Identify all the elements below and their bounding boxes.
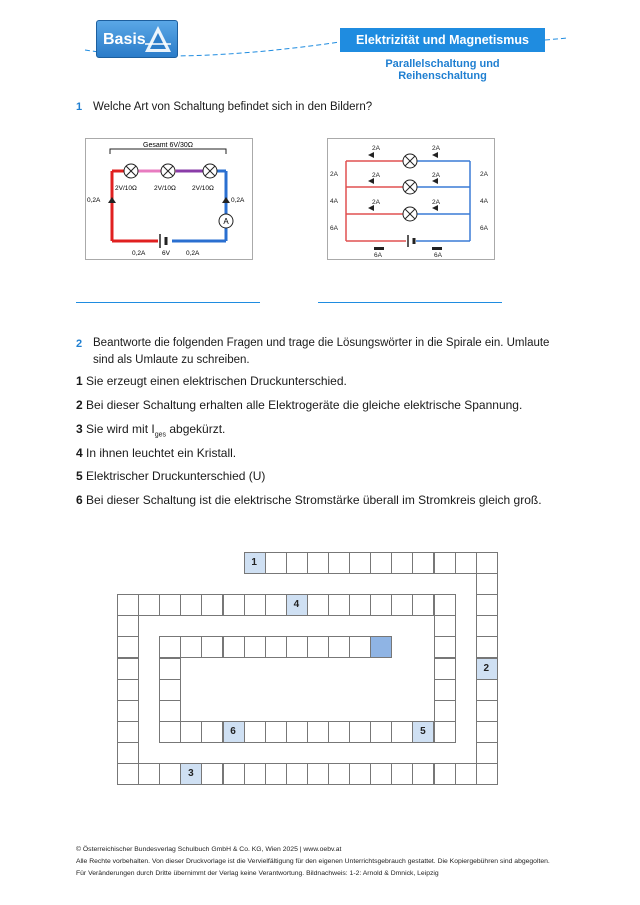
- puzzle-cell[interactable]: [476, 636, 498, 658]
- puzzle-cell[interactable]: [159, 700, 181, 722]
- svg-text:6V: 6V: [162, 250, 170, 257]
- puzzle-cell[interactable]: [349, 763, 371, 785]
- svg-text:6A: 6A: [374, 252, 382, 259]
- footer-rights: Alle Rechte vorbehalten. Von dieser Druckvorlage ist die Vervielfältigung für den eigenen Unterrichtsgebrauch gestattet. Die Kopiergebühren sind abgegolten.: [76, 858, 550, 865]
- puzzle-cell[interactable]: [286, 721, 308, 743]
- triangle-logo-icon: [143, 24, 173, 54]
- lamp-icon: [124, 164, 217, 178]
- svg-text:4A: 4A: [480, 198, 488, 205]
- puzzle-cell[interactable]: [349, 552, 371, 574]
- svg-text:2A: 2A: [330, 171, 338, 178]
- svg-text:2A: 2A: [432, 145, 440, 152]
- page-subtitle: Parallelschaltung und Reihenschaltung: [385, 58, 500, 82]
- puzzle-cell[interactable]: [117, 721, 139, 743]
- puzzle-cell[interactable]: [434, 594, 456, 616]
- puzzle-cell[interactable]: [223, 636, 245, 658]
- puzzle-cell[interactable]: [476, 763, 498, 785]
- svg-text:0,2A: 0,2A: [186, 250, 200, 257]
- puzzle-cell[interactable]: [117, 700, 139, 722]
- svg-text:0,2A: 0,2A: [87, 197, 101, 204]
- puzzle-cell[interactable]: [328, 552, 350, 574]
- puzzle-cell[interactable]: [201, 594, 223, 616]
- clue-1: 1 Sie erzeugt einen elektrischen Druckunterschied.: [76, 374, 347, 388]
- svg-text:6A: 6A: [480, 225, 488, 232]
- puzzle-cell[interactable]: [370, 552, 392, 574]
- puzzle-cell[interactable]: [117, 742, 139, 764]
- puzzle-cell[interactable]: [117, 615, 139, 637]
- puzzle-cell[interactable]: [286, 763, 308, 785]
- puzzle-cell[interactable]: [265, 636, 287, 658]
- footer-disclaimer: Für Veränderungen durch Dritte übernimmt der Verlag keine Verantwortung. Bildnachweis: 1-2: Arnold & Dmnick, Leipzig: [76, 870, 439, 877]
- puzzle-cell[interactable]: [138, 763, 160, 785]
- puzzle-cell[interactable]: [201, 721, 223, 743]
- puzzle-cell[interactable]: [328, 721, 350, 743]
- puzzle-cell[interactable]: [412, 763, 434, 785]
- svg-text:2V/10Ω: 2V/10Ω: [115, 185, 137, 192]
- puzzle-cell[interactable]: [159, 763, 181, 785]
- puzzle-cell[interactable]: [434, 700, 456, 722]
- svg-text:2A: 2A: [372, 199, 380, 206]
- puzzle-cell[interactable]: [434, 763, 456, 785]
- puzzle-cell[interactable]: [349, 721, 371, 743]
- puzzle-cell[interactable]: [307, 636, 329, 658]
- spiral-start-number: 6: [230, 725, 236, 737]
- puzzle-cell[interactable]: [117, 679, 139, 701]
- puzzle-cell[interactable]: [201, 636, 223, 658]
- spiral-start-number: 3: [188, 768, 194, 779]
- puzzle-cell[interactable]: [265, 721, 287, 743]
- puzzle-cell[interactable]: [412, 594, 434, 616]
- page-title: Elektrizität und Magnetismus: [340, 28, 545, 52]
- puzzle-cell[interactable]: [476, 679, 498, 701]
- puzzle-cell[interactable]: [434, 721, 456, 743]
- puzzle-cell[interactable]: [159, 594, 181, 616]
- puzzle-cell[interactable]: [328, 763, 350, 785]
- puzzle-cell[interactable]: [328, 636, 350, 658]
- svg-text:0,2A: 0,2A: [132, 250, 146, 257]
- puzzle-cell[interactable]: [307, 552, 329, 574]
- puzzle-cell[interactable]: [138, 594, 160, 616]
- puzzle-cell[interactable]: [117, 763, 139, 785]
- puzzle-cell[interactable]: [434, 636, 456, 658]
- puzzle-cell[interactable]: [434, 552, 456, 574]
- puzzle-cell[interactable]: [265, 552, 287, 574]
- series-circuit-diagram: [85, 138, 253, 260]
- puzzle-cell[interactable]: [244, 636, 266, 658]
- puzzle-cell[interactable]: [349, 594, 371, 616]
- puzzle-cell[interactable]: [476, 615, 498, 637]
- puzzle-cell[interactable]: [349, 636, 371, 658]
- puzzle-cell[interactable]: [265, 594, 287, 616]
- puzzle-cell[interactable]: [180, 594, 202, 616]
- puzzle-cell[interactable]: [307, 763, 329, 785]
- lamp-icon: [403, 154, 417, 221]
- svg-text:2V/10Ω: 2V/10Ω: [154, 185, 176, 192]
- puzzle-cell[interactable]: [476, 594, 498, 616]
- puzzle-cell[interactable]: [455, 552, 477, 574]
- puzzle-cell[interactable]: [286, 552, 308, 574]
- puzzle-cell[interactable]: [476, 721, 498, 743]
- puzzle-cell[interactable]: [180, 721, 202, 743]
- puzzle-cell[interactable]: [370, 636, 392, 658]
- svg-text:0,2A: 0,2A: [231, 197, 245, 204]
- puzzle-cell[interactable]: [159, 636, 181, 658]
- puzzle-cell[interactable]: [412, 552, 434, 574]
- task2-instruction: Beantworte die folgenden Fragen und trage die Lösungswörter in die Spirale ein. Umlaute sind als Umlaute zu schreiben.: [93, 337, 550, 366]
- puzzle-cell[interactable]: [223, 594, 245, 616]
- footer-copyright: © Österreichischer Bundesverlag Schulbuch GmbH & Co. KG, Wien 2025 | www.oebv.at: [76, 846, 342, 853]
- puzzle-cell[interactable]: [244, 763, 266, 785]
- puzzle-cell[interactable]: [159, 679, 181, 701]
- puzzle-cell[interactable]: [434, 679, 456, 701]
- puzzle-cell[interactable]: [391, 594, 413, 616]
- spiral-start-number: 4: [293, 599, 300, 611]
- spiral-start-number: 5: [420, 725, 426, 737]
- puzzle-cell[interactable]: [180, 636, 202, 658]
- puzzle-cell[interactable]: [159, 721, 181, 743]
- puzzle-cell[interactable]: [370, 763, 392, 785]
- puzzle-cell[interactable]: [159, 658, 181, 680]
- svg-text:6A: 6A: [330, 225, 338, 232]
- puzzle-cell[interactable]: [391, 721, 413, 743]
- spiral-start-number: 1: [251, 557, 257, 568]
- basis-logo: [96, 20, 178, 58]
- logo-text: Basis: [103, 31, 146, 48]
- svg-text:6A: 6A: [434, 252, 442, 259]
- clue-5: 5 Elektrischer Druckunterschied (U): [76, 469, 266, 483]
- puzzle-cell[interactable]: [307, 594, 329, 616]
- puzzle-cell[interactable]: [476, 700, 498, 722]
- puzzle-cell[interactable]: [286, 636, 308, 658]
- clue-4: 4 In ihnen leuchtet ein Kristall.: [76, 446, 237, 460]
- answer-line-1[interactable]: [76, 302, 260, 303]
- puzzle-cell[interactable]: [476, 742, 498, 764]
- puzzle-cell[interactable]: [244, 721, 266, 743]
- svg-text:4A: 4A: [330, 198, 338, 205]
- puzzle-cell[interactable]: [476, 573, 498, 595]
- puzzle-cell[interactable]: [476, 552, 498, 574]
- spiral-start-number: 2: [483, 662, 490, 674]
- puzzle-cell[interactable]: [370, 594, 392, 616]
- puzzle-cell[interactable]: [328, 594, 350, 616]
- answer-line-2[interactable]: [318, 302, 502, 303]
- task1-question: Welche Art von Schaltung befindet sich in den Bildern?: [93, 101, 373, 113]
- puzzle-cell[interactable]: [434, 615, 456, 637]
- task1-number: 1: [76, 101, 83, 113]
- series-total-label: Gesamt 6V/30Ω: [143, 142, 193, 149]
- ammeter-label: A: [223, 217, 229, 226]
- puzzle-cell[interactable]: [117, 658, 139, 680]
- puzzle-cell[interactable]: [391, 552, 413, 574]
- svg-text:2A: 2A: [372, 172, 380, 179]
- puzzle-cell[interactable]: [307, 721, 329, 743]
- puzzle-cell[interactable]: [434, 658, 456, 680]
- puzzle-cell[interactable]: [244, 594, 266, 616]
- svg-text:2V/10Ω: 2V/10Ω: [192, 185, 214, 192]
- clue-3: 3 Sie wird mit $I_{ges}$ abgekürzt.: [76, 422, 226, 439]
- clue-2: 2 Bei dieser Schaltung erhalten alle Elektrogeräte die gleiche elektrische Spannung.: [76, 398, 523, 412]
- svg-text:2A: 2A: [480, 171, 488, 178]
- svg-text:2A: 2A: [432, 172, 440, 179]
- puzzle-cell[interactable]: [201, 763, 223, 785]
- puzzle-cell[interactable]: [370, 721, 392, 743]
- puzzle-cell[interactable]: [117, 594, 139, 616]
- puzzle-cell[interactable]: [265, 763, 287, 785]
- puzzle-cell[interactable]: [223, 763, 245, 785]
- puzzle-cell[interactable]: [117, 636, 139, 658]
- puzzle-cell[interactable]: [455, 763, 477, 785]
- svg-text:2A: 2A: [432, 199, 440, 206]
- task2-number: 2: [76, 338, 83, 350]
- clue-6: 6 Bei dieser Schaltung ist die elektrische Stromstärke überall im Stromkreis gleich groß.: [76, 493, 542, 507]
- parallel-circuit-diagram: [327, 138, 495, 260]
- puzzle-cell[interactable]: [391, 763, 413, 785]
- svg-text:2A: 2A: [372, 145, 380, 152]
